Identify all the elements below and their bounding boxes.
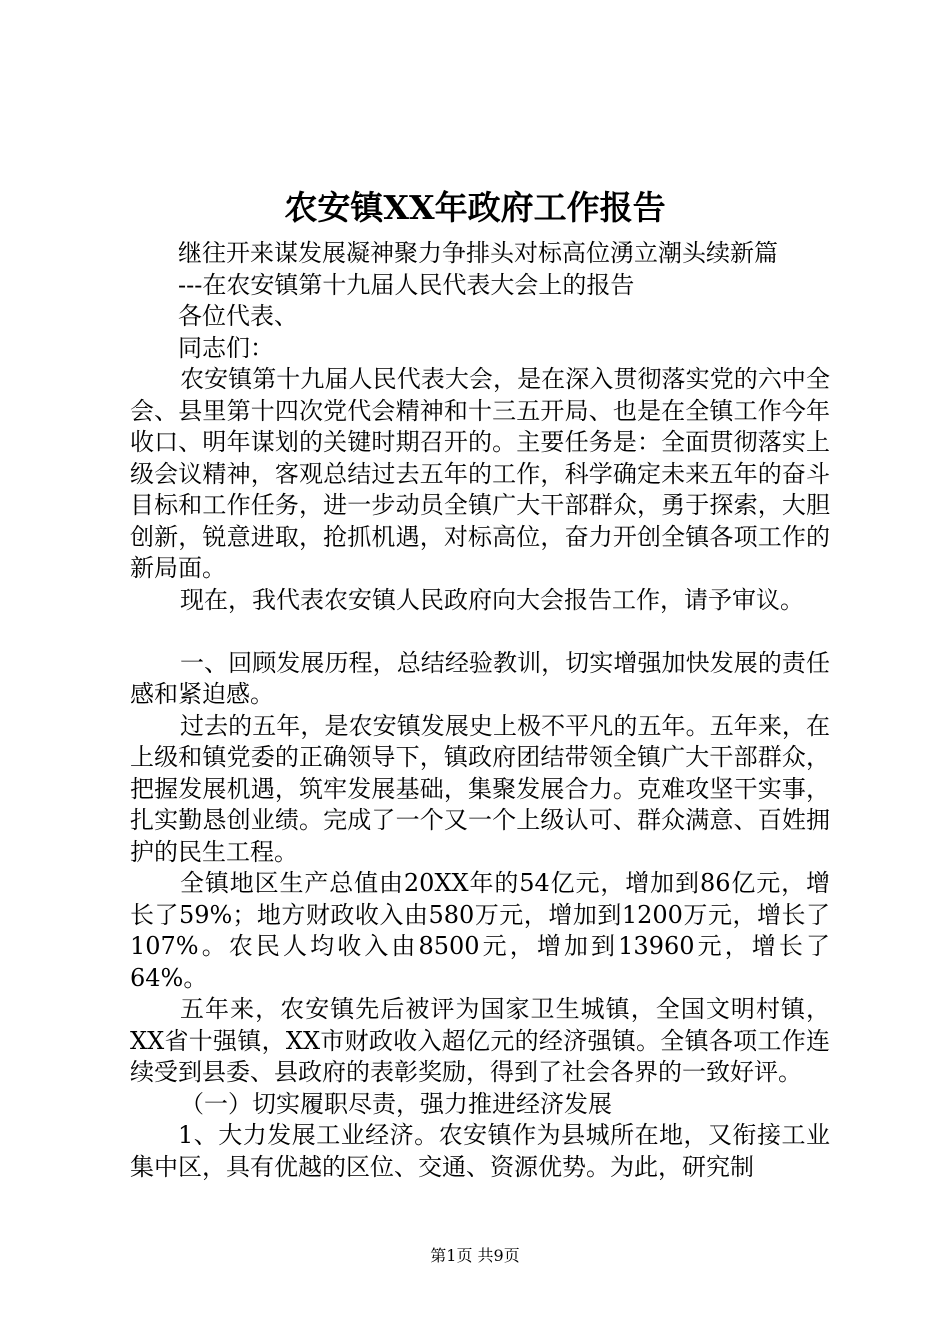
paragraph-intro: 农安镇第十九届人民代表大会，是在深入贯彻落实党的六中全会、县里第十四次党代会精神和十三五开局、也是在全镇工作今年收口、明年谋划的关键时期召开的。主要任务是：全面贯彻落实上级会议精神，客观总结过去五年的工作，科学确定未来五年的奋斗目标和工作任务，进一步动员全镇广大干部群众，勇于探索，大胆创新，锐意进取，抢抓机遇，对标高位，奋力开创全镇各项工作的新局面。 — [130, 365, 830, 582]
subtitle-line-2: ---在农安镇第十九届人民代表大会上的报告 — [178, 270, 635, 299]
subsection-heading-1: （一）切实履职尽责，强力推进经济发展 — [180, 1089, 612, 1118]
document-body — [130, 238, 830, 1183]
paragraph-honors: 五年来，农安镇先后被评为国家卫生城镇，全国文明村镇，XX省十强镇，XX市财政收入超亿元的经济强镇。全镇各项工作连续受到县委、县政府的表彰奖励，得到了社会各界的一致好评。 — [130, 995, 830, 1086]
section-heading-1: 一、回顾发展历程，总结经验教训，切实增强加快发展的责任感和紧迫感。 — [130, 648, 830, 708]
subtitle-line-1: 继往开来谋发展凝神聚力争排头对标高位湧立潮头续新篇 — [178, 239, 778, 267]
page-footer: 第1页 共9页 — [430, 1246, 520, 1265]
document-title: 农安镇XX年政府工作报告 — [284, 188, 666, 227]
blank-line — [130, 616, 830, 648]
paragraph-report-request: 现在，我代表农安镇人民政府向大会报告工作，请予审议。 — [180, 585, 804, 614]
salutation-representatives: 各位代表、 — [178, 302, 298, 330]
paragraph-statistics: 全镇地区生产总值由20XX年的54亿元，增加到86亿元，增长了59%；地方财政收入由580万元，增加到1200万元，增长了107%。农民人均收入由8500元，增加到13960元，增长了64%。 — [130, 869, 830, 992]
paragraph-five-years: 过去的五年，是农安镇发展史上极不平凡的五年。五年来，在上级和镇党委的正确领导下，镇政府团结带领全镇广大干部群众，把握发展机遇，筑牢发展基础，集聚发展合力。克难攻坚干实事，扎实勤恳创业绩。完成了一个又一个上级认可、群众满意、百姓拥护的民生工程。 — [130, 711, 830, 866]
salutation-comrades: 同志们： — [178, 333, 274, 362]
paragraph-industry: 1、大力发展工业经济。农安镇作为县城所在地，又衔接工业集中区，具有优越的区位、交通、资源优势。为此，研究制 — [130, 1121, 830, 1181]
